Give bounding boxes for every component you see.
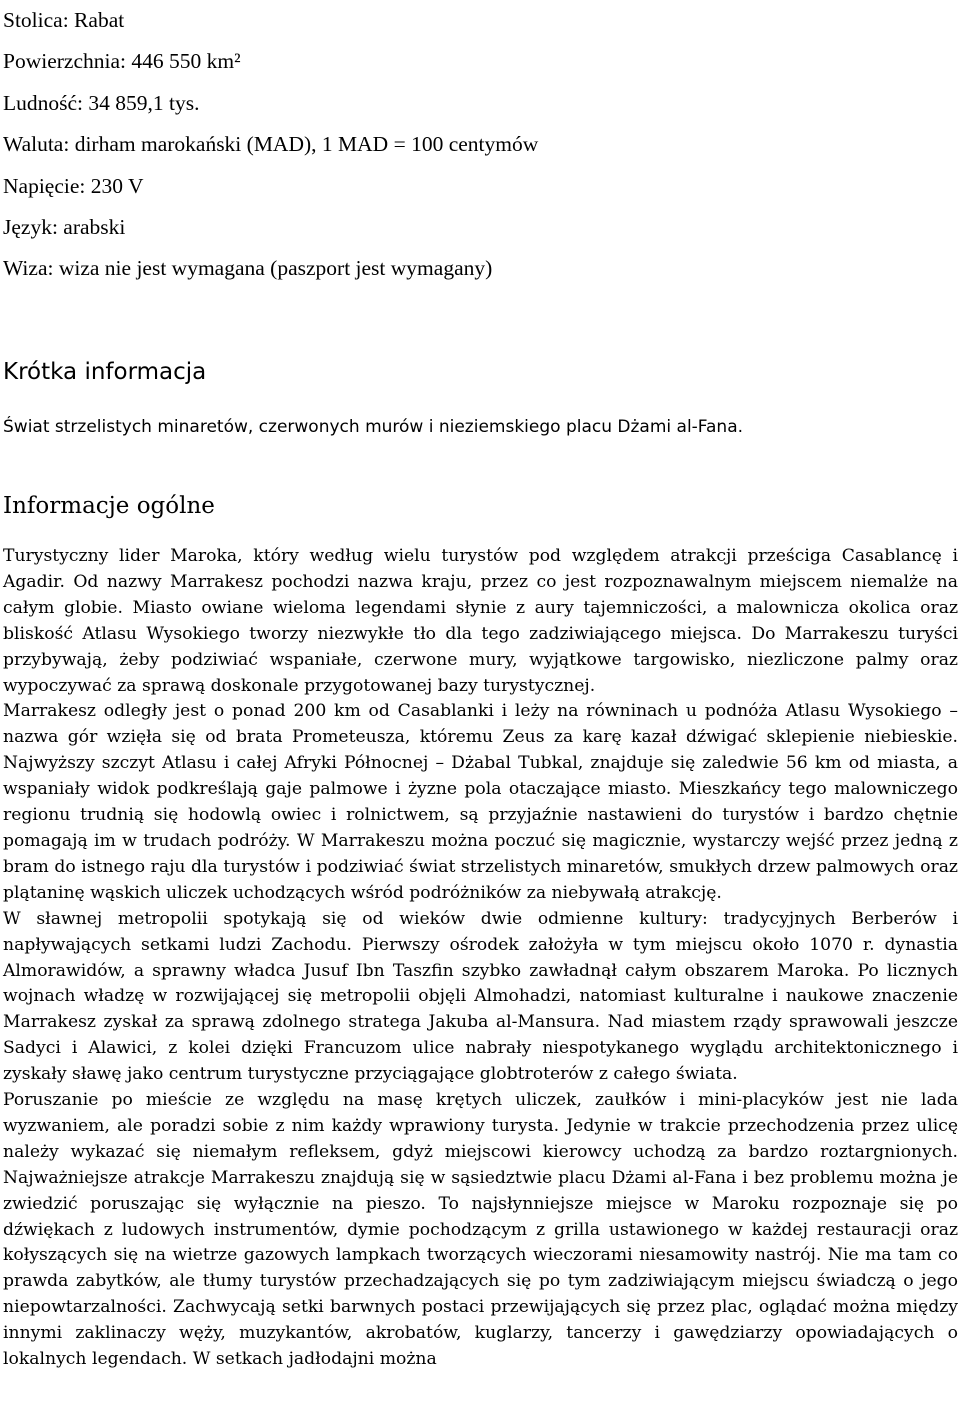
fact-visa: Wiza: wiza nie jest wymagana (paszport jest wymagany) [3,256,493,281]
sentence: Poruszanie po mieście ze względu na masę krętych uliczek, zaułków i mini-placyków jest nie lada wyzwaniem, ale poradzi sobie z nim każdy wprawiony turysta. [3,1090,958,1136]
fact-area: Powierzchnia: 446 550 km² [3,49,241,74]
fact-population: Ludność: 34 859,1 tys. [3,90,200,115]
paragraph [3,544,958,699]
sentence: W setkach jadłodajni można [192,1349,437,1370]
paragraph [3,907,958,1088]
paragraph [3,1088,958,1373]
sentence: W sławnej metropolii spotykają się od wieków dwie odmienne kultury: tradycyjnych Berberów i napływających setkami ludzi Zachodu. [3,908,958,955]
country-facts-list [3,0,953,290]
sentence: Zachwycają setki barwnych postaci przewijających się przez plac, oglądać można między innymi zaklinaczy węży, muzykantów, akrobatów, kuglarzy, tancerzy i gawędziarzy opowiadających o lokalnych legendach. [3,1297,958,1370]
sentence: Nie ma tam co prawda zabytków, ale tłumy turystów przechadzających się po tym zadziwiającym miejscu świadczą o jego niepowtarzalności. [3,1245,958,1318]
general-info-body [3,544,958,1373]
sentence: Po licznych wojnach władzę w rozwijającej się metropolii objęli Almohadzi, natomiast kulturalne i naukowe znaczenie Marrakesz zyskał za sprawą zdolnego stratega Jakuba al-Mansura. [3,960,958,1033]
sentence: Jedynie w trakcie przechodzenia przez ulicę należy wykazać się niemałym refleksem, gdyż miejscowi kierowcy uchodzą za bardzo roztargnionych. [3,1115,959,1162]
sentence: W Marrakeszu można poczuć się magicznie, wystarczy wejść przez jedną z bram do istnego raju dla turystów i podziwiać świat strzelistych minaretów, smukłych drzew palmowych oraz plątaninę wąskich uliczek uchodzących wśród podróżników za niebywałą atrakcję. [3,830,958,903]
fact-capital: Stolica: Rabat [3,8,125,32]
short-info-heading: Krótka informacja [3,359,207,385]
sentence: Marrakesz odległy jest o ponad 200 km od Casablanki i leży na równinach u podnóża Atlasu Wysokiego – nazwa gór wzięła się od brata Prometeusza, któremu Zeus za karę kazał dźwigać sklepienie niebieskie. [3,701,958,748]
fact-voltage: Napięcie: 230 V [3,173,144,198]
sentence: Nad miastem rządy sprawowali jeszcze Sadyci i Alawici, z kolei dzięki Francuzom ulice nabrały niespotykanego wyglądu architektonicznego i zyskały sławę jako centrum turystyczne przyciągające globtroterów z całego świata. [3,1012,959,1085]
sentence: To najsłynniejsze miejsce w Maroku rozpoznaje się po dźwiękach z ludowych instrumentów, dymie pochodzącym z grilla ustawionego w każdej restauracji oraz kołyszących się na wietrze gazowych lampkach tworzących wieczorami niesamowity nastrój. [3,1193,958,1266]
sentence: Najwyższy szczyt Atlasu i całej Afryki Północnej – Dżabal Tubkal, znajduje się zaledwie 56 km od miasta, a wspaniały widok podkreślają gaje palmowe i żyzne pola otaczające miasto. [3,753,958,800]
sentence: Mieszkańcy tego malowniczego regionu trudnią się hodowlą owiec i rolnictwem, są przyjaźnie nastawieni do turystów i bardzo chętnie pomagają im w trudach podróży. [3,779,959,851]
fact-language: Język: arabski [3,215,126,240]
fact-currency: Waluta: dirham marokański (MAD), 1 MAD = 100 centymów [3,132,539,157]
sentence: Do Marrakeszu turyści przybywają, żeby podziwiać wspaniałe, czerwone mury, wyjątkowe targowisko, niezliczone palmy oraz wypoczywać za sprawą doskonale przygotowanej bazy turystycznej. [3,623,958,696]
sentence: Miasto owiane wieloma legendami słynie z aury tajemniczości, a malownicza okolica oraz bliskość Atlasu Wysokiego tworzy niezwykłe tło dla tego zadziwiającego miejsca. [3,597,958,644]
sentence: Od nazwy Marrakesz pochodzi nazwa kraju, przez co jest rozpoznawalnym miejscem niemalże na całym globie. [3,571,958,618]
sentence: Najważniejsze atrakcje Marrakeszu znajdują się w sąsiedztwie placu Dżami al-Fana i bez problemu można je zwiedzić poruszając się wyłącznie na pieszo. [3,1167,958,1214]
general-info-heading: Informacje ogólne [3,493,215,519]
short-info-text: Świat strzelistych minaretów, czerwonych murów i nieziemskiego placu Dżami al-Fana. [3,417,744,437]
paragraph [3,699,958,906]
sentence: Turystyczny lider Maroka, który według wielu turystów pod względem atrakcji prześciga Casablancę i Agadir. [3,546,958,592]
sentence: Pierwszy ośrodek założyła w tym miejscu około 1070 r. dynastia Almorawidów, a sprawny władca Jusuf Ibn Taszfin szybko zawładnął całym obszarem Maroka. [3,934,959,981]
